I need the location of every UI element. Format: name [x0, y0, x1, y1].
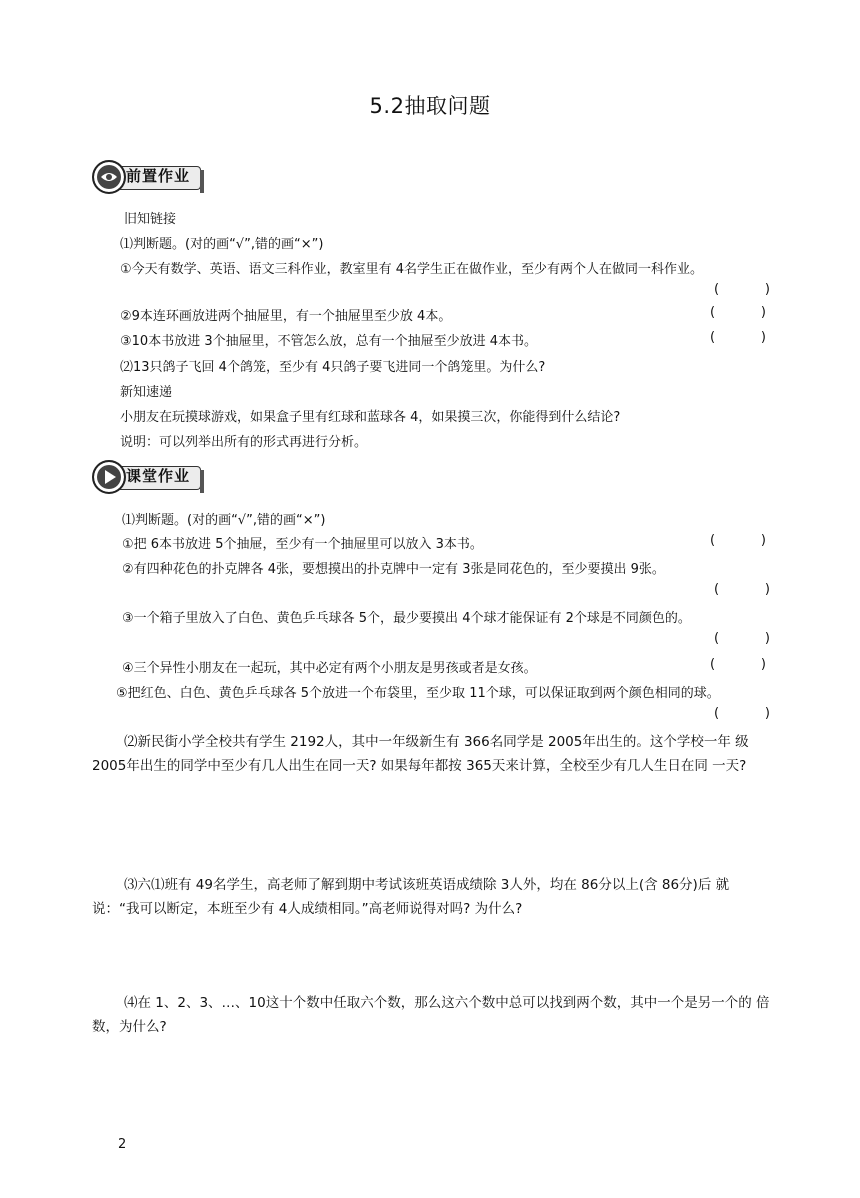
book-badge-icon [92, 160, 126, 194]
judge-item-5: ⑤把红色、白色、黄色乒乓球各 5个放进一个布袋里，至少取 11个球，可以保证取到两个颜色相同的球。 [116, 686, 720, 701]
judge-item-4: ④三个异性小朋友在一起玩，其中必定有两个小朋友是男孩或者是女孩。 [122, 661, 537, 676]
question-2: ⑵新民街小学全校共有学生 2192人，其中一年级新生有 366名同学是 2005年出生的。这个学校一年 级 2005年出生的同学中至少有几人出生在同一天? 如果每年都按 365天来计算，全校至少有几人生日在同 一天? [92, 734, 749, 774]
judge-item-3: ③10本书放进 3个抽屉里，不管怎么放，总有一个抽屉至少放进 4本书。 [120, 334, 538, 349]
section-banner-preview [92, 160, 212, 194]
question-4: ⑷在 1、2、3、…、10这十个数中任取六个数，那么这六个数中总可以找到两个数，其中一个是另一个的 倍数，为什么? [92, 995, 770, 1035]
answer-paren: ( ) [710, 305, 766, 320]
judge-item-1: ①把 6本书放进 5个抽屉，至少有一个抽屉里可以放入 3本书。 [122, 537, 483, 552]
judge-item-2: ②有四种花色的扑克牌各 4张，要想摸出的扑克牌中一定有 3张是同花色的，至少要摸出 9张。 [122, 562, 665, 577]
judge-intro: ⑴判断题。(对的画“√”,错的画“×”) [120, 237, 324, 252]
answer-paren: ( ) [714, 282, 770, 297]
answer-paren: ( ) [710, 533, 766, 548]
answer-paren: ( ) [710, 657, 766, 672]
answer-paren: ( ) [714, 582, 770, 597]
answer-paren: ( ) [714, 706, 770, 721]
note-text: 说明：可以列举出所有的形式再进行分析。 [120, 435, 368, 450]
old-knowledge-heading: 旧知链接 [124, 212, 177, 227]
new-knowledge-text: 小朋友在玩摸球游戏，如果盒子里有红球和蓝球各 4，如果摸三次，你能得到什么结论? [120, 410, 621, 425]
judge-item-2: ②9本连环画放进两个抽屉里，有一个抽屉里至少放 4本。 [120, 309, 452, 324]
question-3: ⑶六⑴班有 49名学生，高老师了解到期中考试该班英语成绩除 3人外，均在 86分以上(含 86分)后 就说：“我可以断定，本班至少有 4人成绩相同。”高老师说得对吗? 为什么? [92, 877, 730, 917]
new-knowledge-heading: 新知速递 [120, 385, 173, 400]
page-title: 5.2抽取问题 [369, 94, 491, 118]
answer-paren: ( ) [710, 330, 766, 345]
judge-item-1: ①今天有数学、英语、语文三科作业，教室里有 4名学生正在做作业，至少有两个人在做同一科作业。 [120, 262, 704, 277]
page-number: 2 [118, 1137, 127, 1152]
play-badge-icon [92, 460, 126, 494]
judge-item-3: ③一个箱子里放入了白色、黄色乒乓球各 5个，最少要摸出 4个球才能保证有 2个球是不同颜色的。 [122, 611, 691, 626]
banner-label: 课堂作业 [126, 467, 191, 485]
banner-label: 前置作业 [126, 167, 191, 185]
question-2: ⑵13只鸽子飞回 4个鸽笼，至少有 4只鸽子要飞进同一个鸽笼里。为什么? [120, 360, 546, 375]
answer-paren: ( ) [714, 631, 770, 646]
judge-intro: ⑴判断题。(对的画“√”,错的画“×”) [122, 513, 326, 528]
section-banner-classwork [92, 460, 212, 494]
